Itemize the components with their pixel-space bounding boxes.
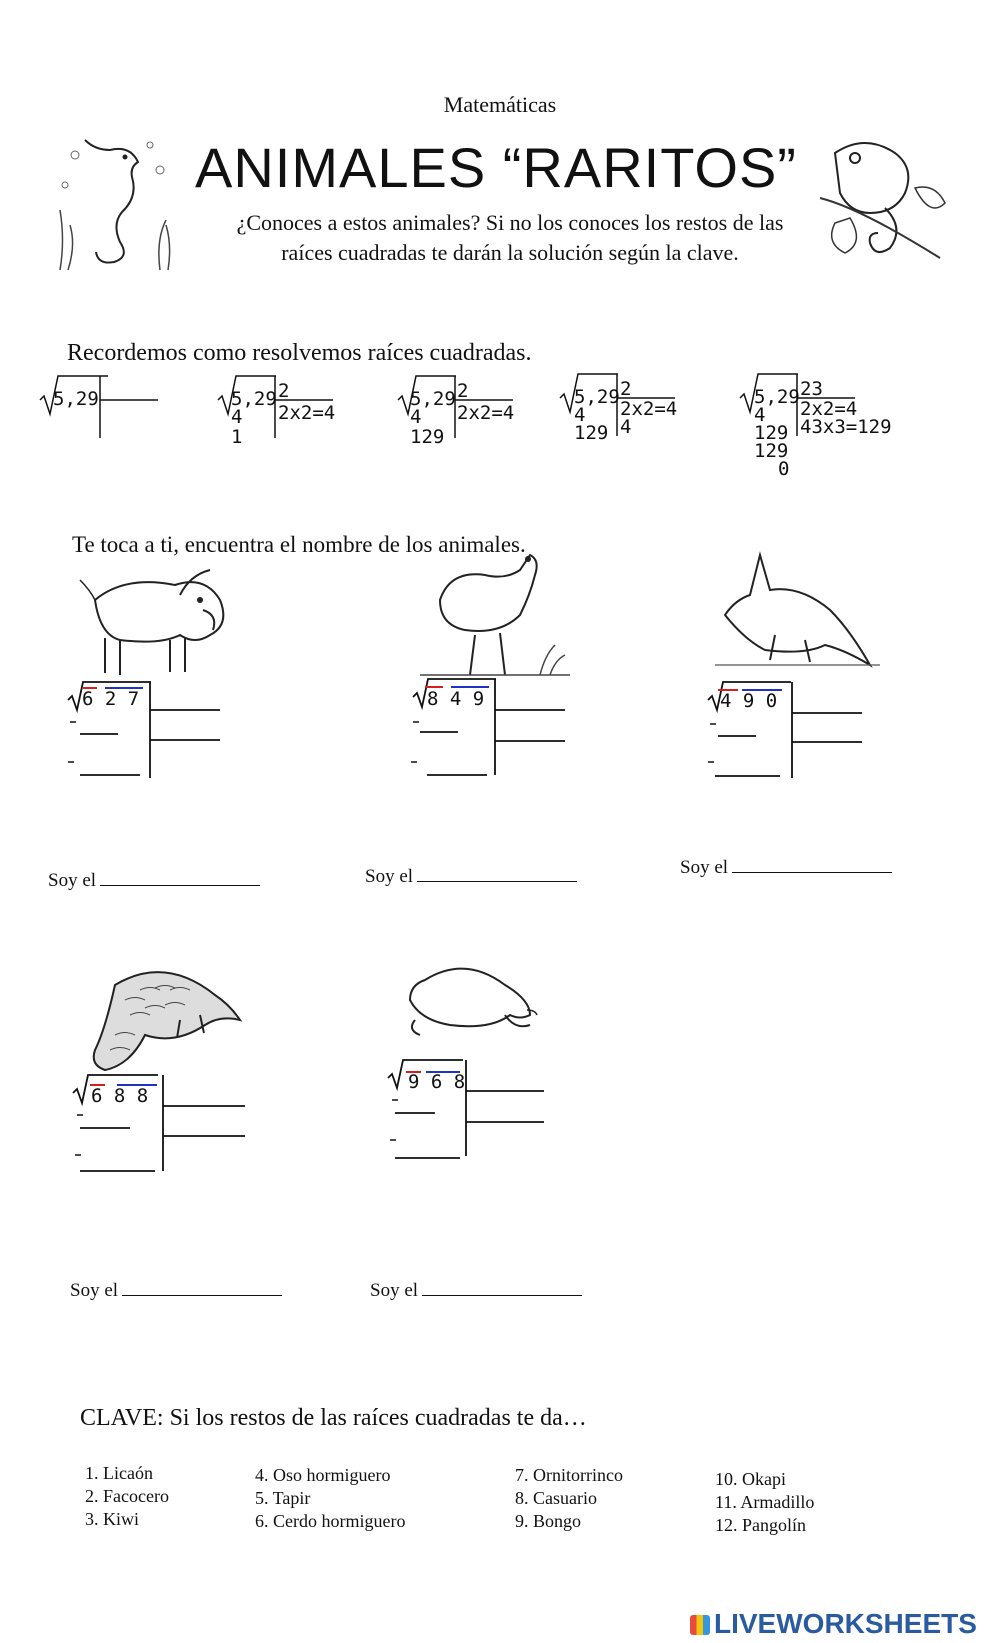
- ex4-radicand: 5,29: [574, 386, 620, 408]
- subject-label: Matemáticas: [443, 92, 557, 117]
- ex3-radicand: 5,29: [410, 388, 456, 410]
- cassowary-icon: [420, 545, 570, 680]
- answer-3-blank[interactable]: [732, 872, 892, 873]
- clave-item: 10. Okapi: [715, 1469, 786, 1489]
- exercise-3-number: 4 9 0: [720, 690, 778, 712]
- ex3-square: 4: [410, 406, 422, 428]
- liveworksheets-logo[interactable]: LIVEWORKSHEETS: [690, 1608, 977, 1640]
- clave-item: 8. Casuario: [515, 1488, 597, 1508]
- ex2-root: 2: [278, 380, 290, 402]
- clave-item: 3. Kiwi: [85, 1509, 139, 1529]
- ex3-brought-down: 129: [410, 426, 445, 448]
- ex5-double: 2x2=4: [800, 398, 858, 420]
- exercise-2-number: 8 4 9: [427, 688, 485, 710]
- clave-item: 12. Pangolín: [715, 1515, 807, 1535]
- example-heading: Recordemos como resolvemos raíces cuadradas.: [67, 340, 532, 366]
- clave-item: 4. Oso hormiguero: [255, 1465, 391, 1485]
- ex2-rest: 1: [231, 426, 243, 448]
- clave-item: 11. Armadillo: [715, 1492, 815, 1512]
- clave-column-4: [715, 1468, 814, 1537]
- exercise-1-number: 6 2 7: [82, 688, 140, 710]
- answer-4: Soy el: [70, 1280, 282, 1302]
- chameleon-illustration: [815, 128, 955, 273]
- ex5-brought-down: 129: [754, 422, 789, 444]
- clave-item: 7. Ornitorrinco: [515, 1465, 623, 1485]
- ex5-root: 23: [800, 378, 823, 400]
- exercise-4-number: 6 8 8: [91, 1085, 149, 1107]
- ex5-radicand: 5,29: [754, 386, 800, 408]
- clave-item: 1. Licaón: [85, 1463, 153, 1483]
- clave-column-1: [85, 1462, 169, 1531]
- answer-1-blank[interactable]: [100, 885, 260, 886]
- ex1-radicand: 5,29: [53, 388, 99, 410]
- ex5-subtract: 129: [754, 440, 789, 462]
- ex5-trial: 43x3=129: [800, 416, 892, 438]
- clave-item: 9. Bongo: [515, 1511, 582, 1531]
- answer-4-blank[interactable]: [122, 1295, 282, 1296]
- ex2-radicand: 5,29: [231, 388, 277, 410]
- ex3-root: 2: [457, 380, 469, 402]
- answer-3: Soy el: [680, 857, 892, 879]
- ex2-double: 2x2=4: [278, 402, 336, 424]
- ex5-remainder: 0: [778, 458, 790, 480]
- clave-column-2: [255, 1464, 405, 1533]
- ex4-root: 2: [620, 378, 632, 400]
- answer-1: Soy el: [48, 870, 260, 892]
- seahorse-illustration: [50, 130, 180, 275]
- answer-2: Soy el: [365, 866, 577, 888]
- ex4-double: 2x2=4: [620, 398, 678, 420]
- intro-text: ¿Conoces a estos animales? Si no los conoces los restos de las raíces cuadradas te darán la solución según la clave.: [236, 210, 784, 265]
- answer-2-blank[interactable]: [417, 881, 577, 882]
- aardvark-icon: [715, 550, 880, 675]
- clave-item: 6. Cerdo hormiguero: [255, 1511, 406, 1531]
- liveworksheets-icon: [690, 1615, 710, 1635]
- pangolin-icon: [85, 960, 245, 1080]
- answer-5: Soy el: [370, 1280, 582, 1302]
- answer-5-blank[interactable]: [422, 1295, 582, 1296]
- ex4-brought-down: 129: [574, 422, 609, 444]
- task-heading: Te toca a ti, encuentra el nombre de los animales.: [72, 532, 526, 557]
- clave-title: CLAVE: Si los restos de las raíces cuadradas te da…: [80, 1405, 587, 1431]
- ex4-double-root: 4: [620, 416, 632, 438]
- exercise-5-number: 9 6 8: [408, 1071, 466, 1093]
- clave-column-3: [515, 1464, 623, 1533]
- ex3-double: 2x2=4: [457, 402, 515, 424]
- ex4-square: 4: [574, 404, 586, 426]
- warthog-icon: [75, 560, 245, 680]
- ex2-square: 4: [231, 406, 243, 428]
- worksheet-title: ANIMALES “RARITOS”: [195, 136, 797, 199]
- ex5-square: 4: [754, 404, 766, 426]
- clave-item: 2. Facocero: [85, 1486, 169, 1506]
- clave-item: 5. Tapir: [255, 1488, 311, 1508]
- mole-icon: [405, 960, 545, 1045]
